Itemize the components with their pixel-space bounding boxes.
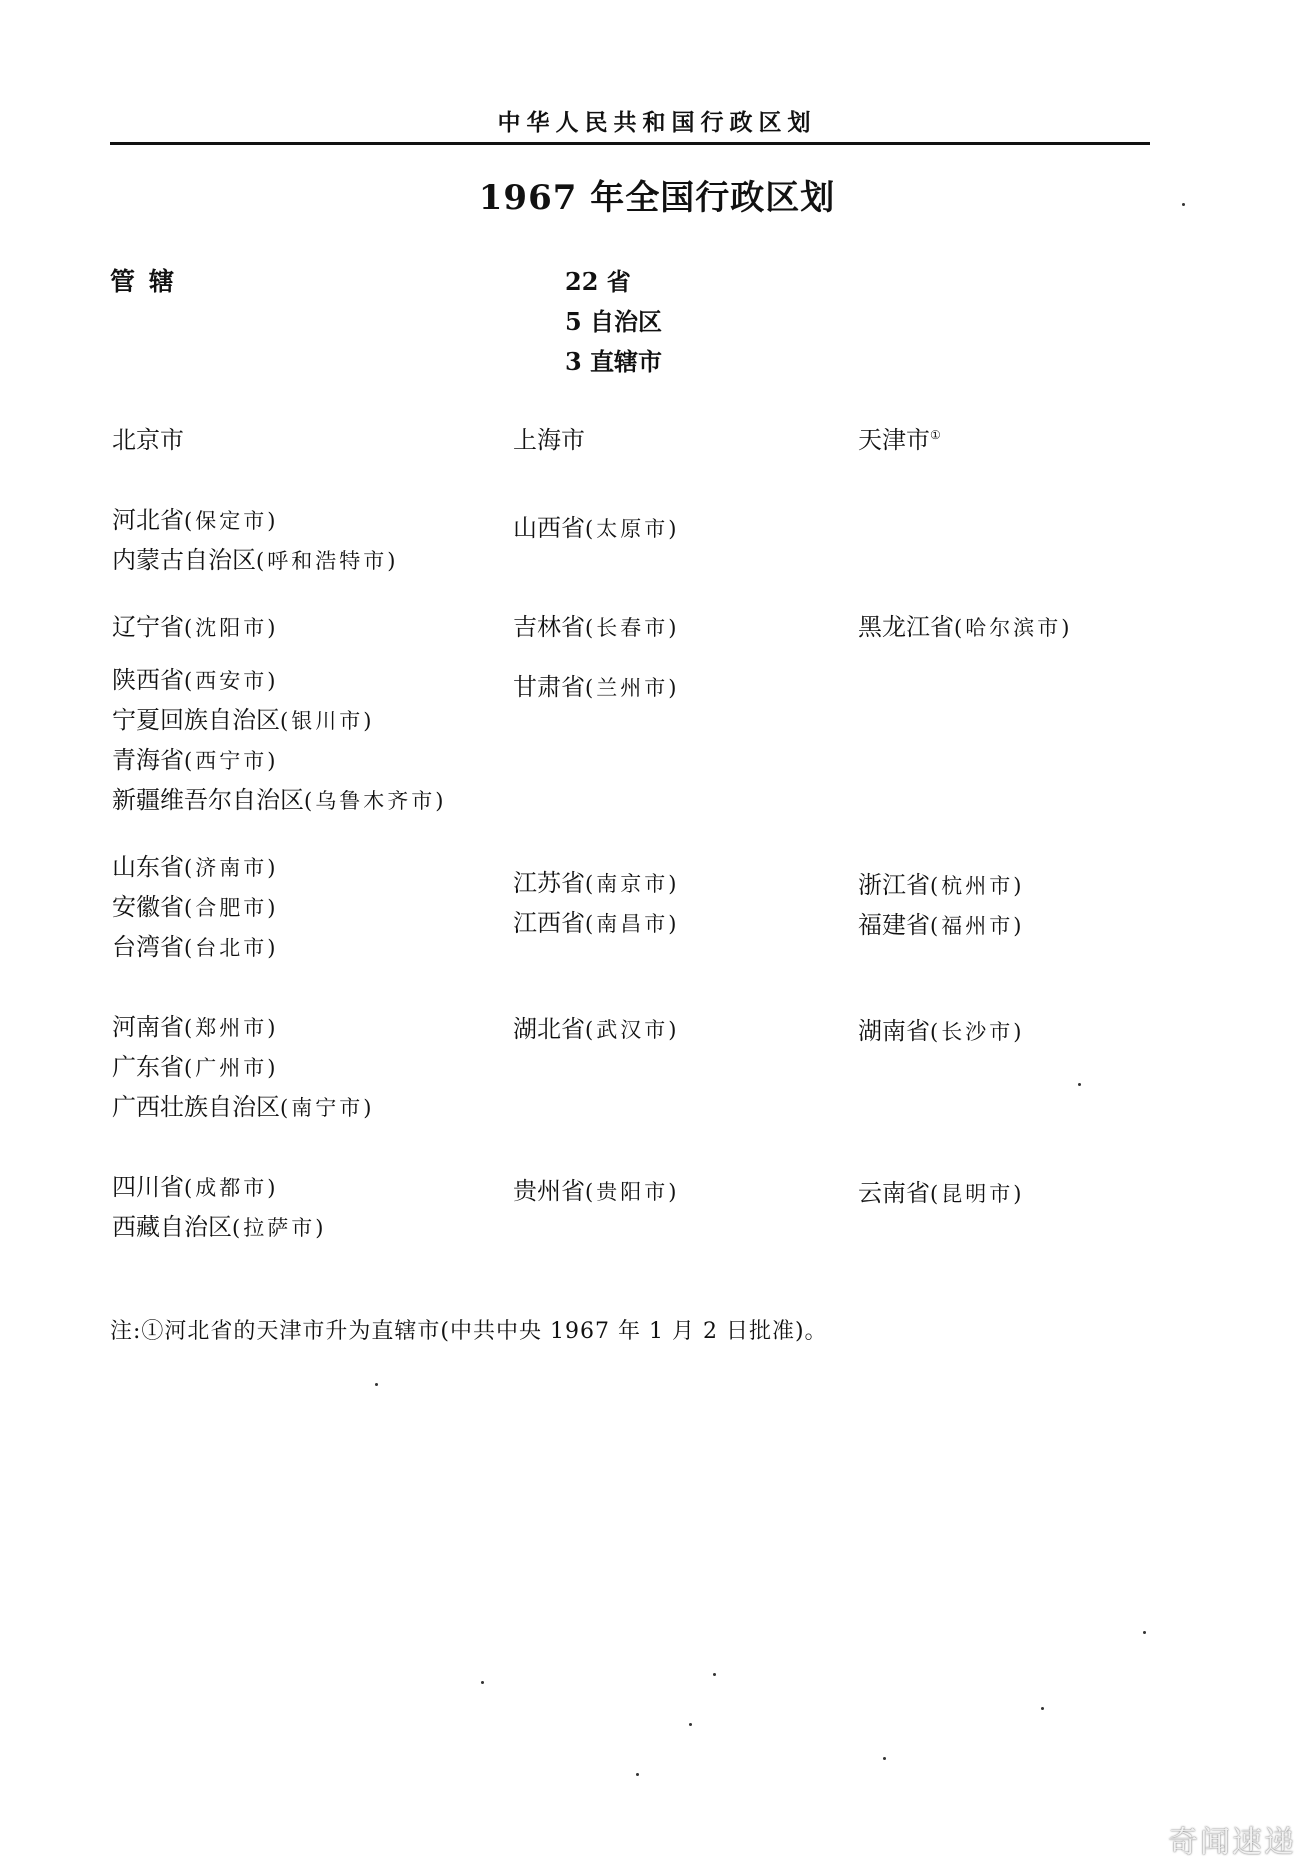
- province-name: 吉林省: [513, 613, 585, 641]
- capital-city: (银川市): [280, 709, 375, 733]
- municipality-shanghai: 上海市: [513, 426, 585, 454]
- province-name: 贵州省: [513, 1177, 585, 1205]
- footnote: 注:①河北省的天津市升为直辖市(中共中央 1967 年 1 月 2 日批准)。: [110, 1319, 828, 1344]
- capital-city: (保定市): [184, 509, 279, 533]
- jurisdiction-label: 管辖: [110, 267, 189, 296]
- entry-henan: [112, 1007, 278, 1042]
- province-name: 黑龙江省: [858, 613, 954, 641]
- province-name: 四川省: [112, 1173, 184, 1201]
- entry-jiangxi: [513, 903, 679, 938]
- province-name: 山东省: [112, 853, 184, 881]
- scan-speck: [689, 1723, 692, 1726]
- entry-zhejiang: [858, 865, 1024, 900]
- entry-ningxia: [112, 700, 374, 735]
- capital-city: (南宁市): [280, 1096, 375, 1120]
- province-name: 江苏省: [513, 869, 585, 897]
- entry-neimenggu: [112, 540, 398, 575]
- entry-guangxi: [112, 1087, 374, 1122]
- page-title: 1967 年全国行政区划: [478, 178, 836, 218]
- entry-shandong: [112, 847, 278, 882]
- province-name: 西藏自治区: [112, 1213, 232, 1241]
- municipality-tianjin-name: 天津市: [858, 426, 930, 454]
- capital-city: (福州市): [930, 914, 1025, 938]
- province-name: 浙江省: [858, 871, 930, 899]
- capital-city: (郑州市): [184, 1016, 279, 1040]
- scan-speck: [1078, 1083, 1081, 1086]
- entry-shanxi: [513, 508, 679, 543]
- province-name: 云南省: [858, 1179, 930, 1207]
- capital-city: (西宁市): [184, 749, 279, 773]
- summary-provinces: 22 省: [565, 267, 631, 296]
- summary-autonomous-regions: 5 自治区: [565, 307, 663, 336]
- capital-city: (贵阳市): [585, 1180, 680, 1204]
- province-name: 广西壮族自治区: [112, 1093, 280, 1121]
- province-name: 福建省: [858, 911, 930, 939]
- province-name: 甘肃省: [513, 673, 585, 701]
- footnote-mark: ①: [930, 428, 941, 442]
- scan-speck: [1182, 203, 1185, 206]
- entry-gansu: [513, 667, 679, 702]
- capital-city: (武汉市): [585, 1018, 680, 1042]
- entry-guangdong: [112, 1047, 278, 1082]
- entry-anhui: [112, 887, 278, 922]
- scan-speck: [1041, 1707, 1044, 1710]
- province-name: 陕西省: [112, 666, 184, 694]
- capital-city: (哈尔滨市): [954, 616, 1073, 640]
- entry-jilin: [513, 607, 679, 642]
- province-name: 河南省: [112, 1013, 184, 1041]
- capital-city: (合肥市): [184, 896, 279, 920]
- province-name: 湖北省: [513, 1015, 585, 1043]
- scan-speck: [481, 1681, 484, 1684]
- capital-city: (济南市): [184, 856, 279, 880]
- entry-yunnan: [858, 1173, 1024, 1208]
- entry-fujian: [858, 905, 1024, 940]
- province-name: 山西省: [513, 514, 585, 542]
- header-rule: [110, 142, 1150, 145]
- entry-hubei: [513, 1009, 679, 1044]
- scan-speck: [375, 1383, 378, 1386]
- entry-shaanxi: [112, 660, 278, 695]
- entry-hebei: [112, 500, 278, 535]
- running-head: 中华人民共和国行政区划: [497, 109, 817, 136]
- province-name: 新疆维吾尔自治区: [112, 786, 304, 814]
- province-name: 广东省: [112, 1053, 184, 1081]
- province-name: 安徽省: [112, 893, 184, 921]
- capital-city: (昆明市): [930, 1182, 1025, 1206]
- watermark: 奇闻速递: [1168, 1825, 1296, 1860]
- entry-liaoning: [112, 607, 278, 642]
- scan-speck: [1143, 1631, 1146, 1634]
- entry-xinjiang: [112, 780, 446, 815]
- capital-city: (广州市): [184, 1056, 279, 1080]
- summary-municipalities: 3 直辖市: [565, 347, 663, 376]
- capital-city: (西安市): [184, 669, 279, 693]
- entry-hunan: [858, 1011, 1024, 1046]
- capital-city: (沈阳市): [184, 616, 279, 640]
- province-name: 宁夏回族自治区: [112, 706, 280, 734]
- capital-city: (成都市): [184, 1176, 279, 1200]
- entry-xizang: [112, 1207, 326, 1242]
- entry-jiangsu: [513, 863, 679, 898]
- entry-qinghai: [112, 740, 278, 775]
- capital-city: (拉萨市): [232, 1216, 327, 1240]
- capital-city: (南京市): [585, 872, 680, 896]
- capital-city: (长春市): [585, 616, 680, 640]
- capital-city: (呼和浩特市): [256, 549, 399, 573]
- scan-speck: [713, 1673, 716, 1676]
- capital-city: (长沙市): [930, 1020, 1025, 1044]
- entry-guizhou: [513, 1171, 679, 1206]
- province-name: 青海省: [112, 746, 184, 774]
- province-name: 内蒙古自治区: [112, 546, 256, 574]
- province-name: 湖南省: [858, 1017, 930, 1045]
- province-name: 江西省: [513, 909, 585, 937]
- entry-sichuan: [112, 1167, 278, 1202]
- province-name: 河北省: [112, 506, 184, 534]
- capital-city: (南昌市): [585, 912, 680, 936]
- capital-city: (兰州市): [585, 676, 680, 700]
- capital-city: (杭州市): [930, 874, 1025, 898]
- entry-taiwan: [112, 927, 278, 962]
- municipality-tianjin: [858, 420, 941, 455]
- capital-city: (太原市): [585, 517, 680, 541]
- province-name: 台湾省: [112, 933, 184, 961]
- scan-speck: [883, 1757, 886, 1760]
- capital-city: (台北市): [184, 936, 279, 960]
- entry-heilongjiang: [858, 607, 1072, 642]
- capital-city: (乌鲁木齐市): [304, 789, 447, 813]
- scan-speck: [636, 1773, 639, 1776]
- province-name: 辽宁省: [112, 613, 184, 641]
- municipality-beijing: 北京市: [112, 426, 184, 454]
